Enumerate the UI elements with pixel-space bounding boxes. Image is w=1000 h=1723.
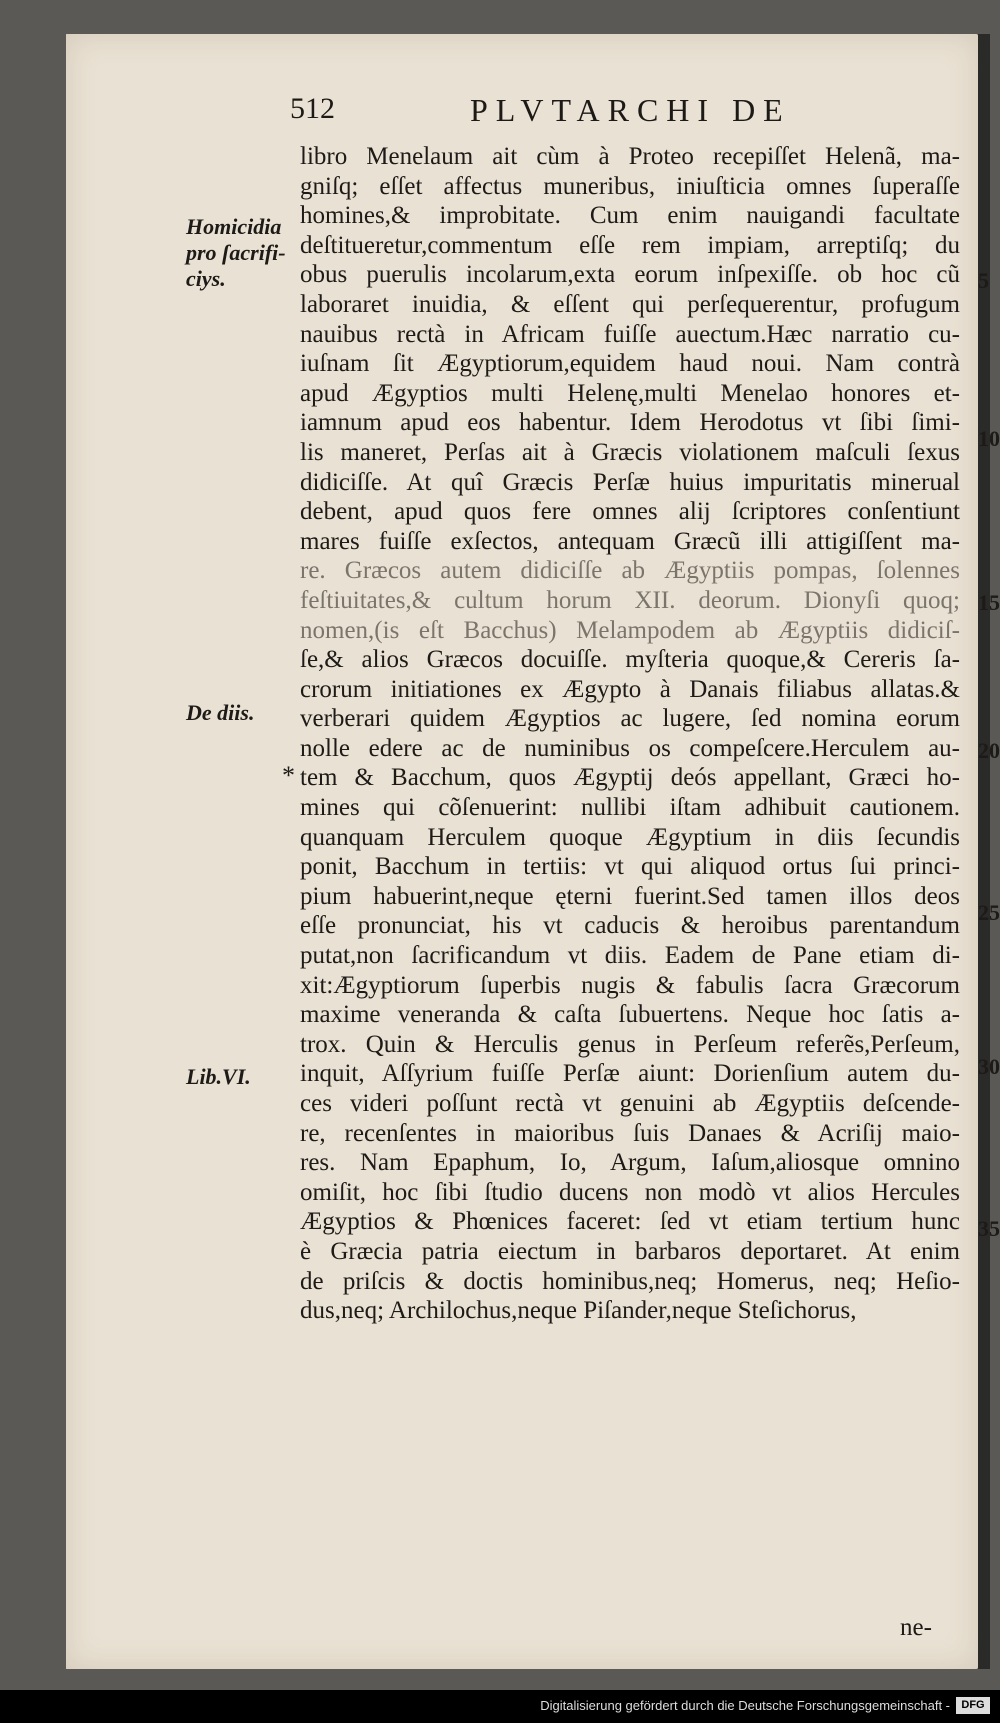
body-text [300, 142, 960, 1326]
line-number: 20 [978, 738, 1000, 763]
text-line: trox. Quin & Herculis genus in Perſeum referẽs,Perſeum, [300, 1030, 960, 1058]
text-line: obus puerulis incolarum,exta eorum inſpexiſſe. ob hoc cũ [300, 261, 960, 289]
text-line: feſtiuitates,& cultum horum XII. deorum. Dionyſi quoq; [300, 586, 960, 614]
text-line: verberari quidem Ægyptios ac lugere, ſed nomina eorum [300, 705, 960, 733]
text-line: nomen,(is eſt Bacchus) Melampodem ab Ægyptiis didiciſ- [300, 616, 960, 644]
margin-note-de-diis: De diis. [186, 700, 255, 725]
text-line: lis maneret, Perſas ait à Græcis violationem maſculi ſexus [300, 438, 960, 466]
line-number: 10 [978, 426, 1000, 451]
text-line: nolle edere ac de numinibus os compeſcere.Herculem au- [300, 734, 960, 762]
text-line: xit:Ægyptiorum ſuperbis nugis & fabulis ſacra Græcorum [300, 971, 960, 999]
text-line: debent, apud quos fere omnes alij ſcriptores conſentiunt [300, 498, 960, 526]
text-line: ces videri poſſunt rectà vt genuini ab Ægyptiis deſcende- [300, 1090, 960, 1117]
text-line: mares fuiſſe exſectos, antequam Græcũ illi attigiſſent ma- [300, 527, 960, 555]
text-line: re. Græcos autem didiciſſe ab Ægyptiis pompas, ſolennes [300, 557, 960, 585]
dfg-logo: DFG [956, 1697, 990, 1714]
text-line: putat,non ſacrificandum vt diis. Eadem de Pane etiam di- [300, 942, 960, 970]
text-line: didiciſſe. At quî Græcis Perſæ huius impuritatis minerual [300, 468, 960, 496]
text-line: crorum initiationes ex Ægypto à Danais filiabus allatas.& [300, 675, 960, 703]
text-line: maxime veneranda & caſta ſubuertens. Neque hoc ſatis a- [300, 1001, 960, 1029]
text-line: nauibus rectà in Africam fuiſſe auectum.Hæc narratio cu- [300, 320, 960, 348]
line-number: 30 [978, 1054, 1000, 1079]
text-line: apud Ægyptios multi Helenę,multi Menelao honores et- [300, 379, 960, 407]
text-line: res. Nam Epaphum, Io, Argum, Iaſum,aliosque omnino [300, 1149, 960, 1177]
text-line: libro Menelaum ait cùm à Proteo recepiſſet Helenã, ma- [300, 143, 960, 170]
line-number: 25 [978, 900, 1000, 925]
margin-note-homicidia: Homicidia pro ſacrifi-ciys. [186, 214, 286, 291]
text-line: re, recenſentes in maioribus ſuis Danaes & Acriſij maio- [300, 1119, 960, 1147]
line-number: 5 [978, 268, 989, 293]
footer-credit: Digitalisierung gefördert durch die Deutsche Forschungsgemeinschaft - [540, 1698, 950, 1713]
text-line: mines qui cõſenuerint: nullibi iſtam adhibuit cautionem. [300, 794, 960, 822]
text-line: è Græcia patria eiectum in barbaros deportaret. At enim [300, 1237, 960, 1265]
text-line: eſſe pronunciat, his vt caducis & heroibus parentandum [300, 912, 960, 940]
text-line: dus,neq; Archilochus,neque Piſander,neque Steſichorus, [300, 1297, 857, 1325]
text-line: quanquam Herculem quoque Ægyptium in diis ſecundis [300, 823, 960, 851]
line-number: 35 [978, 1216, 1000, 1241]
page-number: 512 [290, 92, 335, 125]
catchword: ne- [900, 1614, 932, 1641]
line-number: 15 [978, 590, 1000, 615]
text-line: omiſit, hoc ſibi ſtudio ducens non modò vt alios Hercules [300, 1178, 960, 1206]
text-line: homines,& improbitate. Cum enim nauigandi facultate [300, 202, 960, 230]
text-line: de priſcis & doctis hominibus,neq; Homerus, neq; Heſio- [300, 1267, 960, 1295]
text-line: Ægyptios & Phœnices faceret: ſed vt etiam tertium hunc [300, 1208, 960, 1236]
running-title: PLVTARCHI DE [470, 92, 791, 128]
text-line: laboraret inuidia, & eſſent qui perſequerentur, profugum [300, 290, 960, 318]
page-header [280, 92, 940, 132]
text-line: ſe,& alios Græcos docuiſſe. myſteria quoque,& Cereris ſa- [300, 646, 960, 674]
text-line: iuſnam ſit Ægyptiorum,equidem haud noui. Nam contrà [300, 350, 960, 378]
text-line: deſtitueretur,commentum eſſe rem impiam, arreptiſq; du [300, 231, 960, 259]
text-line: inquit, Aſſyrium fuiſſe Perſæ aiunt: Dorienſium autem du- [300, 1060, 960, 1088]
text-line: iamnum apud eos habentur. Idem Herodotus vt ſibi ſimi- [300, 409, 960, 437]
asterisk-mark: * [282, 761, 295, 790]
text-line: ponit, Bacchum in tertiis: vt qui aliquod ortus ſui princi- [300, 853, 960, 881]
text-line: gniſq; eſſet affectus muneribus, iniuſticia omnes ſuperaſſe [300, 172, 960, 200]
margin-note-lib-vi: Lib.VI. [186, 1064, 251, 1089]
text-line: tem & Bacchum, quos Ægyptij deós appellant, Græci ho- [300, 764, 960, 792]
text-line: pium habuerint,neque ęterni fuerint.Sed tamen illos deos [300, 882, 960, 910]
footer-bar [0, 1690, 1000, 1723]
